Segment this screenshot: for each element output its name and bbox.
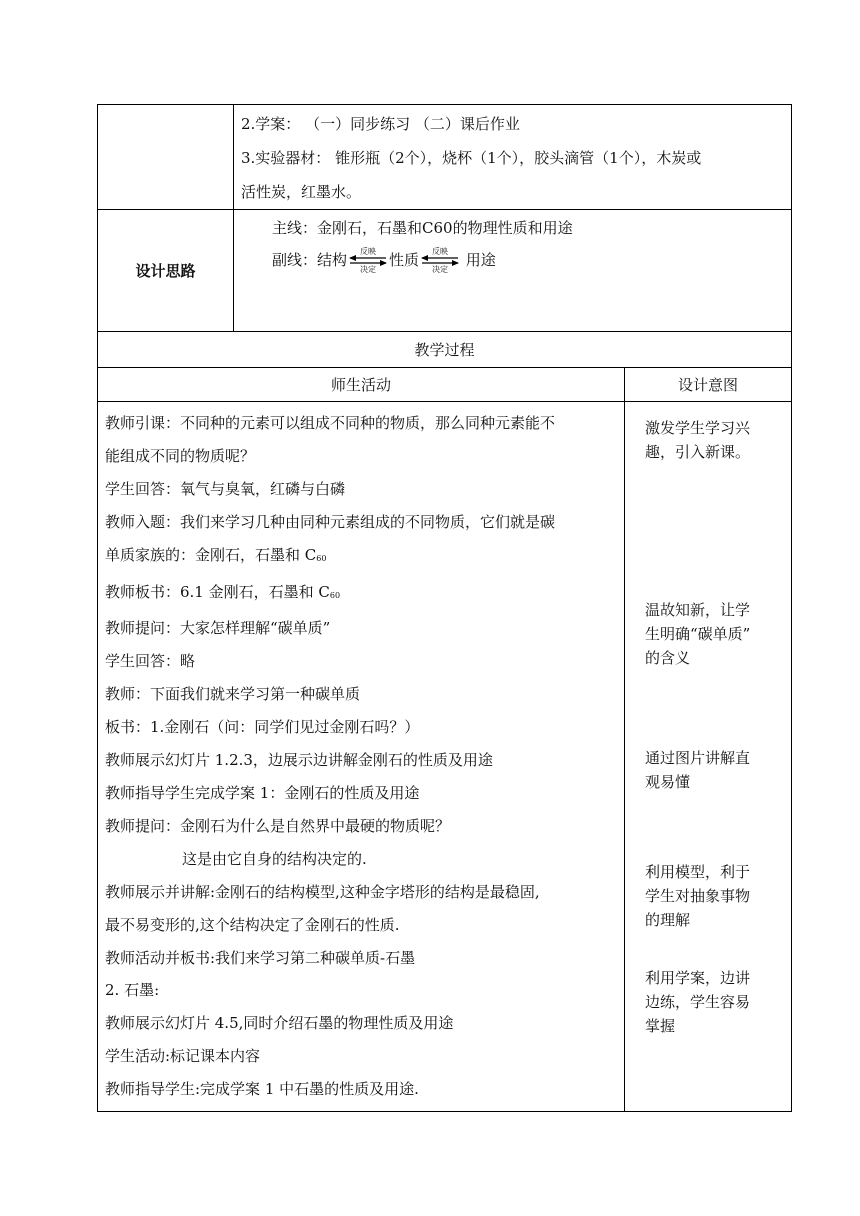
activity-line: 教师提问：金刚石为什么是自然界中最硬的物质呢？ [105, 816, 451, 835]
activity-line: 2. 石墨: [105, 981, 160, 1000]
activity-line: 能组成不同的物质呢？ [105, 446, 256, 465]
design-cell [234, 210, 792, 332]
activity-line: 教师活动并板书:我们来学习第二种碳单质-石墨 [105, 948, 416, 967]
process-header-row [98, 368, 792, 402]
process-title: 教学过程 [98, 332, 792, 368]
process-title-row [98, 332, 792, 368]
activity-line: 这是由它自身的结构决定的. [182, 849, 367, 868]
empty-label-cell [98, 105, 234, 210]
materials-line-2: 3.实验器材： 锥形瓶（2个），烧杯（1个），胶头滴管（1个），木炭或 [241, 149, 702, 167]
materials-line-1: 2.学案： （一）同步练习 （二）课后作业 [241, 115, 520, 133]
process-content-row [98, 402, 792, 1112]
subscript: 60 [316, 553, 327, 563]
arrow-2-top-label: 反映 [432, 247, 449, 256]
activity-line: 教师指导学生:完成学案 1 中石墨的性质及用途. [105, 1080, 419, 1099]
design-label: 设计思路 [98, 210, 234, 332]
subscript: 60 [329, 590, 341, 600]
materials-cell [234, 105, 792, 210]
activity-cell [98, 402, 625, 1112]
arrow-1-top-label: 反映 [360, 247, 377, 256]
intent-cell [625, 402, 792, 1112]
materials-row [98, 105, 792, 210]
materials-line-3: 活性炭，红墨水。 [241, 183, 362, 201]
activity-line: 学生活动:标记课本内容 [105, 1047, 261, 1066]
activity-line: 板书：1.金刚石（问：同学们见过金刚石吗？） [105, 718, 420, 737]
design-sub-line [272, 244, 783, 276]
activity-text: 教师板书：6.1 金刚石，石墨和 C [105, 582, 330, 601]
activity-line: 教师展示并讲解:金刚石的结构模型,这种金字塔形的结构是最稳固, [105, 882, 540, 901]
activity-line [105, 539, 618, 576]
activity-line: 最不易变形的,这个结构决定了金刚石的性质. [105, 915, 400, 934]
lesson-plan-table [97, 104, 792, 1112]
activity-line: 教师提问：大家怎样理解“碳单质” [105, 619, 331, 638]
intent-note-4: 利用模型，利于 学生对抽象事物 的理解 [645, 863, 751, 929]
intent-note-1: 激发学生学习兴 趣，引入新课。 [645, 419, 751, 461]
design-main-line: 主线：金刚石，石墨和C60的物理性质和用途 [272, 219, 573, 237]
activity-line: 教师展示幻灯片 1.2.3，边展示边讲解金刚石的性质及用途 [105, 751, 493, 770]
intent-note-2: 温故知新，让学 生明确“碳单质” 的含义 [645, 601, 751, 667]
activity-column-header: 师生活动 [98, 368, 625, 402]
sub-line-end: 用途 [461, 251, 496, 269]
activity-line: 教师入题：我们来学习几种由同种元素组成的不同物质，它们就是碳 [105, 512, 556, 531]
intent-column-header: 设计意图 [625, 368, 792, 402]
activity-line [105, 576, 618, 613]
design-row [98, 210, 792, 332]
bidirectional-arrow-2 [420, 247, 460, 275]
intent-note-3: 通过图片讲解直 观易懂 [645, 749, 751, 791]
activity-line: 教师指导学生完成学案 1：金刚石的性质及用途 [105, 783, 420, 802]
sub-line-prefix: 副线：结构 [272, 251, 348, 269]
sub-line-mid: 性质 [389, 251, 420, 269]
activity-text: 单质家族的：金刚石，石墨和 C [105, 545, 317, 564]
intent-note-5: 利用学案，边讲 边练，学生容易 掌握 [645, 969, 751, 1035]
arrow-2-bottom-label: 决定 [432, 265, 449, 274]
activity-line: 学生回答：略 [105, 652, 196, 671]
bidirectional-arrow-1 [348, 247, 388, 275]
activity-line: 教师展示幻灯片 4.5,同时介绍石墨的物理性质及用途 [105, 1014, 454, 1033]
activity-line: 学生回答：氧气与臭氧，红磷与白磷 [105, 479, 346, 498]
activity-line: 教师：下面我们就来学习第一种碳单质 [105, 685, 361, 704]
arrow-1-bottom-label: 决定 [360, 265, 377, 274]
activity-line: 教师引课：不同种的元素可以组成不同种的物质，那么同种元素能不 [105, 414, 556, 432]
